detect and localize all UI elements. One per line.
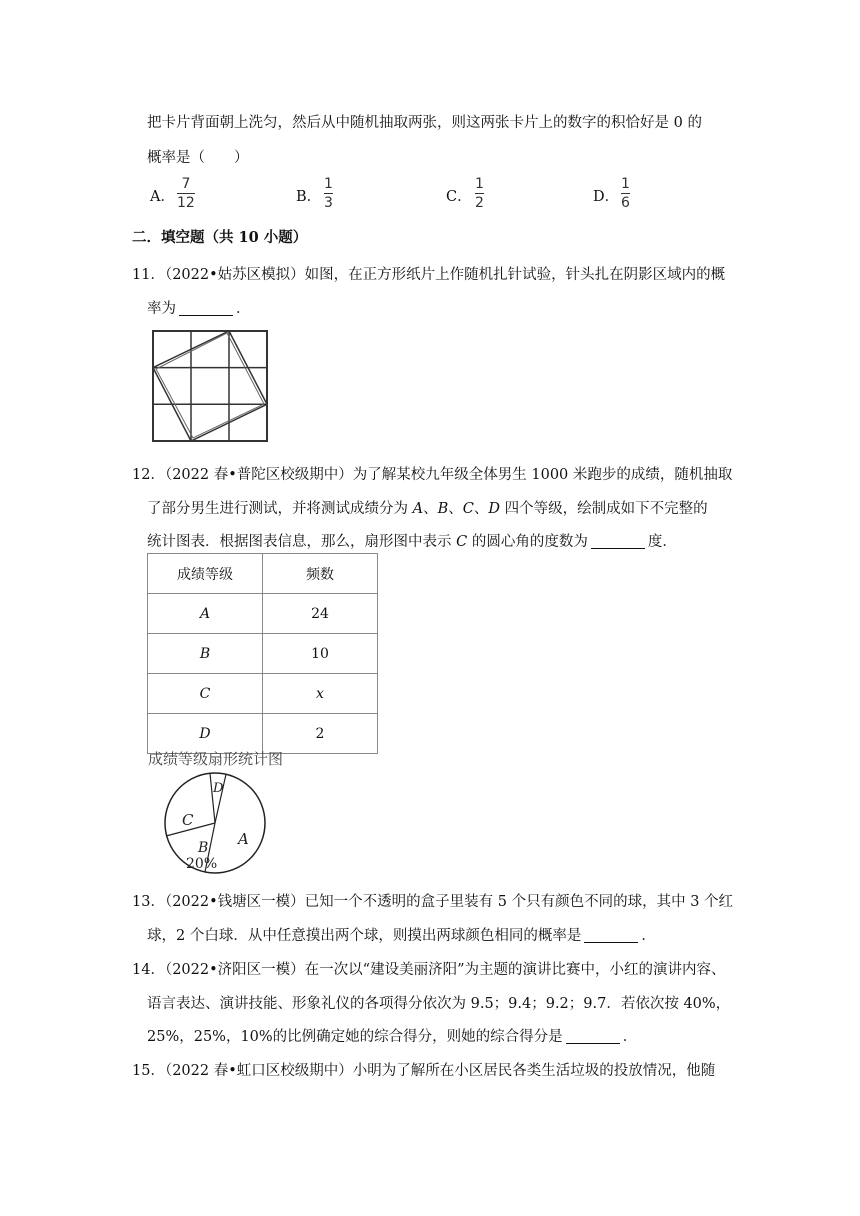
option-b[interactable]: B．: [296, 189, 322, 205]
q15-line1: 15．（2022 春•虹口区校级期中）小明为了解所在小区居民各类生活垃圾的投放情况，他随: [132, 1063, 716, 1079]
q12-line3: 统计图表．根据图表信息，那么，扇形图中表示 C 的圆心角的度数为 度．: [147, 534, 677, 550]
q14-line1: 14．（2022•济阳区一模）在一次以“建设美丽济阳”为主题的演讲比赛中，小红的演讲内容、: [132, 962, 726, 978]
q13-line2: 球，2 个白球．从中任意摸出两个球，则摸出两球颜色相同的概率是 ．: [147, 928, 656, 944]
option-a-fraction: 7 12: [177, 176, 195, 211]
table-row: B 10: [148, 634, 378, 674]
q12-line1: 12．（2022 春•普陀区校级期中）为了解某校九年级全体男生 1000 米跑步的成绩，随机抽取: [132, 467, 733, 483]
table-header-row: [148, 554, 378, 594]
pie-chart: [160, 772, 272, 874]
answer-blank[interactable]: [591, 534, 645, 549]
header-grade: 成绩等级: [148, 554, 263, 594]
header-frequency: 频数: [263, 554, 378, 594]
square-grid-figure: [150, 328, 270, 444]
table-row: A 24: [148, 594, 378, 634]
q13-line1: 13．（2022•钱塘区一模）已知一个不透明的盒子里装有 5 个只有颜色不同的球，其中 3 个红: [132, 894, 734, 910]
q12-line2: 了部分男生进行测试，并将测试成绩分为 A、B、C、D 四个等级，绘制成如下不完整的: [147, 501, 708, 517]
grade-frequency-table: [147, 553, 378, 754]
q10-line1: 把卡片背面朝上洗匀，然后从中随机抽取两张，则这两张卡片上的数字的积恰好是 0 的: [147, 115, 702, 131]
pie-chart-title: 成绩等级扇形统计图: [148, 750, 284, 768]
q10-line2: 概率是（ ）: [147, 150, 249, 166]
q14-line3: 25%，25%，10%的比例确定她的综合得分，则她的综合得分是 ．: [147, 1029, 638, 1045]
pie-label-b-percent: 20%: [186, 856, 218, 872]
q11-line1: 11．（2022•姑苏区模拟）如图，在正方形纸片上作随机扎针试验，针头扎在阴影区域内的概: [132, 267, 726, 283]
table-row: D 2: [148, 714, 378, 754]
pie-label-c: C: [182, 811, 194, 829]
option-c-fraction: 1 2: [475, 176, 484, 211]
option-c[interactable]: C．: [446, 189, 472, 205]
pie-label-b: B: [198, 840, 209, 856]
q11-line2: 率为 ．: [147, 301, 251, 317]
option-b-fraction: 1 3: [324, 176, 333, 211]
pie-label-a: A: [238, 830, 249, 848]
answer-blank[interactable]: [179, 301, 233, 316]
section-heading: 二．填空题（共 10 小题）: [132, 229, 308, 246]
option-d-fraction: 1 6: [621, 176, 630, 211]
option-d[interactable]: D．: [593, 189, 620, 205]
answer-blank[interactable]: [566, 1029, 620, 1044]
option-a[interactable]: A．: [150, 189, 175, 205]
answer-blank[interactable]: [584, 928, 638, 943]
table-row: C x: [148, 674, 378, 714]
pie-label-d: D: [213, 781, 224, 796]
q14-line2: 语言表达、演讲技能、形象礼仪的各项得分依次为 9.5；9.4；9.2；9.7．若依次按 40%，: [147, 996, 731, 1012]
